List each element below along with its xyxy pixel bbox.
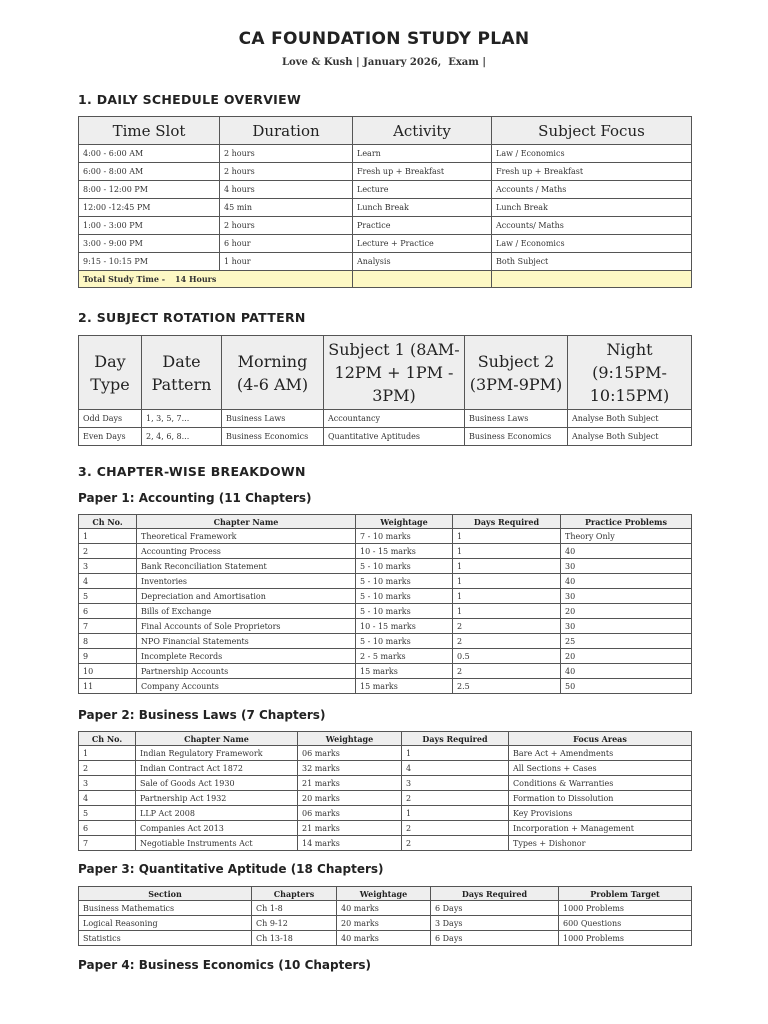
- table-cell: 1: [79, 529, 137, 544]
- table-row: [79, 235, 692, 253]
- table-cell: Theory Only: [561, 529, 692, 544]
- table-row: [79, 410, 692, 428]
- table-cell: 2: [402, 821, 509, 836]
- table-cell: 20 marks: [337, 916, 431, 931]
- column-header: Time Slot: [79, 117, 220, 145]
- table-cell: 20 marks: [298, 791, 402, 806]
- table-cell: Law / Economics: [492, 235, 692, 253]
- section-heading-rotation: 2. SUBJECT ROTATION PATTERN: [78, 310, 306, 325]
- table-cell: 2: [453, 634, 561, 649]
- table-cell: 14 marks: [298, 836, 402, 851]
- table-cell: 1: [453, 604, 561, 619]
- table-cell: 15 marks: [356, 679, 453, 694]
- table-row: [79, 901, 692, 916]
- table-cell: Business Laws: [465, 410, 568, 428]
- table-cell: Analyse Both Subject: [568, 428, 692, 446]
- table-cell: 1000 Problems: [559, 931, 692, 946]
- document-title: CA FOUNDATION STUDY PLAN: [238, 29, 530, 49]
- table-cell: Ch 9-12: [252, 916, 337, 931]
- table-cell: 5 - 10 marks: [356, 559, 453, 574]
- column-header: Day Type: [79, 336, 142, 410]
- table-cell: Accounting Process: [137, 544, 356, 559]
- table-row: [79, 181, 692, 199]
- table-cell: 1000 Problems: [559, 901, 692, 916]
- empty-cell: [492, 271, 692, 288]
- column-header: Days Required: [431, 887, 559, 901]
- table-row: [79, 529, 692, 544]
- table-cell: 40: [561, 574, 692, 589]
- table-cell: Companies Act 2013: [136, 821, 298, 836]
- table-row: [79, 428, 692, 446]
- table-cell: 1: [453, 589, 561, 604]
- column-header: Problem Target: [559, 887, 692, 901]
- table-cell: 2 hours: [220, 217, 353, 235]
- table-cell: Lecture: [353, 181, 492, 199]
- column-header: Weightage: [298, 732, 402, 746]
- table-cell: 40: [561, 544, 692, 559]
- table-cell: Indian Regulatory Framework: [136, 746, 298, 761]
- table-cell: Ch 13-18: [252, 931, 337, 946]
- table-cell: 2.5: [453, 679, 561, 694]
- table-cell: Bare Act + Amendments: [509, 746, 692, 761]
- table-row: [79, 761, 692, 776]
- daily-schedule-table: [78, 116, 692, 288]
- table-cell: 7: [79, 619, 137, 634]
- table-header-row: [79, 117, 692, 145]
- table-row: [79, 806, 692, 821]
- subject-rotation-table: [78, 335, 692, 446]
- column-header: Subject 2 (3PM-9PM): [465, 336, 568, 410]
- table-cell: 2, 4, 6, 8...: [142, 428, 222, 446]
- table-cell: Bank Reconciliation Statement: [137, 559, 356, 574]
- column-header: Chapter Name: [137, 515, 356, 529]
- table-row: [79, 145, 692, 163]
- column-header: Ch No.: [79, 515, 137, 529]
- column-header: Practice Problems: [561, 515, 692, 529]
- table-cell: 2: [402, 791, 509, 806]
- table-cell: 6: [79, 821, 136, 836]
- table-cell: LLP Act 2008: [136, 806, 298, 821]
- table-cell: 6 hour: [220, 235, 353, 253]
- table-cell: 5 - 10 marks: [356, 574, 453, 589]
- table-row: [79, 589, 692, 604]
- table-cell: 2 hours: [220, 163, 353, 181]
- table-cell: 7: [79, 836, 136, 851]
- table-cell: 40 marks: [337, 931, 431, 946]
- table-cell: Depreciation and Amortisation: [137, 589, 356, 604]
- paper1-heading: Paper 1: Accounting (11 Chapters): [78, 491, 312, 505]
- total-study-time: [79, 271, 353, 288]
- table-cell: 30: [561, 589, 692, 604]
- total-row: [79, 271, 692, 288]
- table-row: [79, 217, 692, 235]
- table-cell: Lecture + Practice: [353, 235, 492, 253]
- table-cell: Business Economics: [465, 428, 568, 446]
- paper3-heading: Paper 3: Quantitative Aptitude (18 Chapters): [78, 862, 384, 876]
- table-cell: Business Laws: [222, 410, 324, 428]
- column-header: Weightage: [356, 515, 453, 529]
- total-value: 14 Hours: [175, 274, 217, 284]
- table-cell: 2: [402, 836, 509, 851]
- column-header: Days Required: [402, 732, 509, 746]
- table-cell: Logical Reasoning: [79, 916, 252, 931]
- table-cell: Both Subject: [492, 253, 692, 271]
- table-row: [79, 163, 692, 181]
- table-cell: Accountancy: [324, 410, 465, 428]
- table-cell: Company Accounts: [137, 679, 356, 694]
- table-cell: 3:00 - 9:00 PM: [79, 235, 220, 253]
- table-cell: 10: [79, 664, 137, 679]
- column-header: Focus Areas: [509, 732, 692, 746]
- table-cell: Statistics: [79, 931, 252, 946]
- table-cell: Sale of Goods Act 1930: [136, 776, 298, 791]
- table-cell: 32 marks: [298, 761, 402, 776]
- table-header-row: [79, 515, 692, 529]
- total-label: Total Study Time -: [83, 274, 166, 284]
- table-row: [79, 664, 692, 679]
- table-cell: 5 - 10 marks: [356, 589, 453, 604]
- table-cell: 4:00 - 6:00 AM: [79, 145, 220, 163]
- table-cell: 40 marks: [337, 901, 431, 916]
- table-cell: 06 marks: [298, 746, 402, 761]
- table-cell: 45 min: [220, 199, 353, 217]
- table-cell: Even Days: [79, 428, 142, 446]
- table-cell: 20: [561, 604, 692, 619]
- table-row: [79, 544, 692, 559]
- paper3-table: [78, 886, 692, 946]
- table-row: [79, 821, 692, 836]
- table-cell: 3: [79, 559, 137, 574]
- table-cell: 20: [561, 649, 692, 664]
- table-row: [79, 791, 692, 806]
- table-cell: 4 hours: [220, 181, 353, 199]
- table-cell: Conditions & Warranties: [509, 776, 692, 791]
- table-cell: Analysis: [353, 253, 492, 271]
- table-cell: 1: [453, 559, 561, 574]
- table-cell: Analyse Both Subject: [568, 410, 692, 428]
- table-cell: Quantitative Aptitudes: [324, 428, 465, 446]
- table-cell: 21 marks: [298, 776, 402, 791]
- table-cell: 1: [453, 544, 561, 559]
- column-header: Chapter Name: [136, 732, 298, 746]
- table-cell: 4: [79, 574, 137, 589]
- table-cell: Law / Economics: [492, 145, 692, 163]
- table-row: [79, 679, 692, 694]
- table-cell: 1 hour: [220, 253, 353, 271]
- table-cell: Odd Days: [79, 410, 142, 428]
- table-cell: 5: [79, 806, 136, 821]
- table-cell: Theoretical Framework: [137, 529, 356, 544]
- table-cell: 5 - 10 marks: [356, 634, 453, 649]
- table-cell: All Sections + Cases: [509, 761, 692, 776]
- table-row: [79, 574, 692, 589]
- table-cell: 6 Days: [431, 901, 559, 916]
- column-header: Section: [79, 887, 252, 901]
- table-header-row: [79, 732, 692, 746]
- column-header: Subject 1 (8AM-12PM + 1PM - 3PM): [324, 336, 465, 410]
- table-cell: 8: [79, 634, 137, 649]
- column-header: Weightage: [337, 887, 431, 901]
- table-cell: Inventories: [137, 574, 356, 589]
- table-cell: Learn: [353, 145, 492, 163]
- table-header-row: [79, 336, 692, 410]
- table-row: [79, 634, 692, 649]
- table-cell: 2: [79, 544, 137, 559]
- column-header: Activity: [353, 117, 492, 145]
- table-row: [79, 836, 692, 851]
- table-cell: 21 marks: [298, 821, 402, 836]
- column-header: Days Required: [453, 515, 561, 529]
- table-cell: 3: [402, 776, 509, 791]
- table-cell: 4: [402, 761, 509, 776]
- column-header: Duration: [220, 117, 353, 145]
- document-subtitle: Love & Kush | January 2026, Exam |: [282, 57, 486, 68]
- table-cell: 600 Questions: [559, 916, 692, 931]
- table-cell: Indian Contract Act 1872: [136, 761, 298, 776]
- table-cell: 25: [561, 634, 692, 649]
- table-cell: Formation to Dissolution: [509, 791, 692, 806]
- table-cell: 6: [79, 604, 137, 619]
- table-row: [79, 916, 692, 931]
- table-cell: 3: [79, 776, 136, 791]
- table-cell: Partnership Act 1932: [136, 791, 298, 806]
- table-cell: 9: [79, 649, 137, 664]
- column-header: Night (9:15PM-10:15PM): [568, 336, 692, 410]
- table-cell: Negotiable Instruments Act: [136, 836, 298, 851]
- table-cell: Incorporation + Management: [509, 821, 692, 836]
- paper2-heading: Paper 2: Business Laws (7 Chapters): [78, 708, 326, 722]
- table-row: [79, 199, 692, 217]
- table-cell: 1: [402, 746, 509, 761]
- table-cell: Bills of Exchange: [137, 604, 356, 619]
- table-cell: Business Mathematics: [79, 901, 252, 916]
- table-cell: 15 marks: [356, 664, 453, 679]
- table-cell: Fresh up + Breakfast: [353, 163, 492, 181]
- table-row: [79, 649, 692, 664]
- table-row: [79, 619, 692, 634]
- table-cell: 2: [79, 761, 136, 776]
- table-cell: 10 - 15 marks: [356, 619, 453, 634]
- column-header: Ch No.: [79, 732, 136, 746]
- table-cell: 6:00 - 8:00 AM: [79, 163, 220, 181]
- table-cell: Lunch Break: [492, 199, 692, 217]
- table-cell: 30: [561, 619, 692, 634]
- table-cell: Business Economics: [222, 428, 324, 446]
- table-cell: 12:00 -12:45 PM: [79, 199, 220, 217]
- table-cell: 2: [453, 619, 561, 634]
- paper1-table: [78, 514, 692, 694]
- table-cell: 0.5: [453, 649, 561, 664]
- table-cell: 1: [453, 574, 561, 589]
- table-cell: 2 - 5 marks: [356, 649, 453, 664]
- table-cell: Accounts / Maths: [492, 181, 692, 199]
- table-cell: 11: [79, 679, 137, 694]
- table-row: [79, 253, 692, 271]
- table-cell: 40: [561, 664, 692, 679]
- table-cell: 5: [79, 589, 137, 604]
- table-row: [79, 746, 692, 761]
- table-cell: 1: [402, 806, 509, 821]
- table-cell: Partnership Accounts: [137, 664, 356, 679]
- table-cell: 3 Days: [431, 916, 559, 931]
- table-cell: 6 Days: [431, 931, 559, 946]
- table-row: [79, 559, 692, 574]
- table-row: [79, 776, 692, 791]
- table-cell: 5 - 10 marks: [356, 604, 453, 619]
- table-row: [79, 931, 692, 946]
- table-cell: 10 - 15 marks: [356, 544, 453, 559]
- table-cell: 1: [79, 746, 136, 761]
- table-cell: 1: [453, 529, 561, 544]
- column-header: Morning (4-6 AM): [222, 336, 324, 410]
- table-cell: Incomplete Records: [137, 649, 356, 664]
- table-cell: 30: [561, 559, 692, 574]
- table-cell: 2 hours: [220, 145, 353, 163]
- table-cell: Fresh up + Breakfast: [492, 163, 692, 181]
- table-cell: 7 - 10 marks: [356, 529, 453, 544]
- column-header: Chapters: [252, 887, 337, 901]
- table-cell: Accounts/ Maths: [492, 217, 692, 235]
- table-cell: Practice: [353, 217, 492, 235]
- table-cell: 1, 3, 5, 7...: [142, 410, 222, 428]
- table-cell: Ch 1-8: [252, 901, 337, 916]
- table-row: [79, 604, 692, 619]
- table-cell: NPO Financial Statements: [137, 634, 356, 649]
- table-header-row: [79, 887, 692, 901]
- paper4-heading: Paper 4: Business Economics (10 Chapters): [78, 958, 372, 972]
- section-heading-daily: 1. DAILY SCHEDULE OVERVIEW: [78, 92, 302, 107]
- table-cell: Types + Dishonor: [509, 836, 692, 851]
- table-cell: Lunch Break: [353, 199, 492, 217]
- table-cell: 8:00 - 12:00 PM: [79, 181, 220, 199]
- table-cell: 2: [453, 664, 561, 679]
- table-cell: Final Accounts of Sole Proprietors: [137, 619, 356, 634]
- column-header: Date Pattern: [142, 336, 222, 410]
- section-heading-chapters: 3. CHAPTER-WISE BREAKDOWN: [78, 464, 306, 479]
- paper2-table: [78, 731, 692, 851]
- table-cell: Key Provisions: [509, 806, 692, 821]
- table-cell: 50: [561, 679, 692, 694]
- empty-cell: [353, 271, 492, 288]
- column-header: Subject Focus: [492, 117, 692, 145]
- table-cell: 06 marks: [298, 806, 402, 821]
- table-cell: 9:15 - 10:15 PM: [79, 253, 220, 271]
- table-cell: 4: [79, 791, 136, 806]
- table-cell: 1:00 - 3:00 PM: [79, 217, 220, 235]
